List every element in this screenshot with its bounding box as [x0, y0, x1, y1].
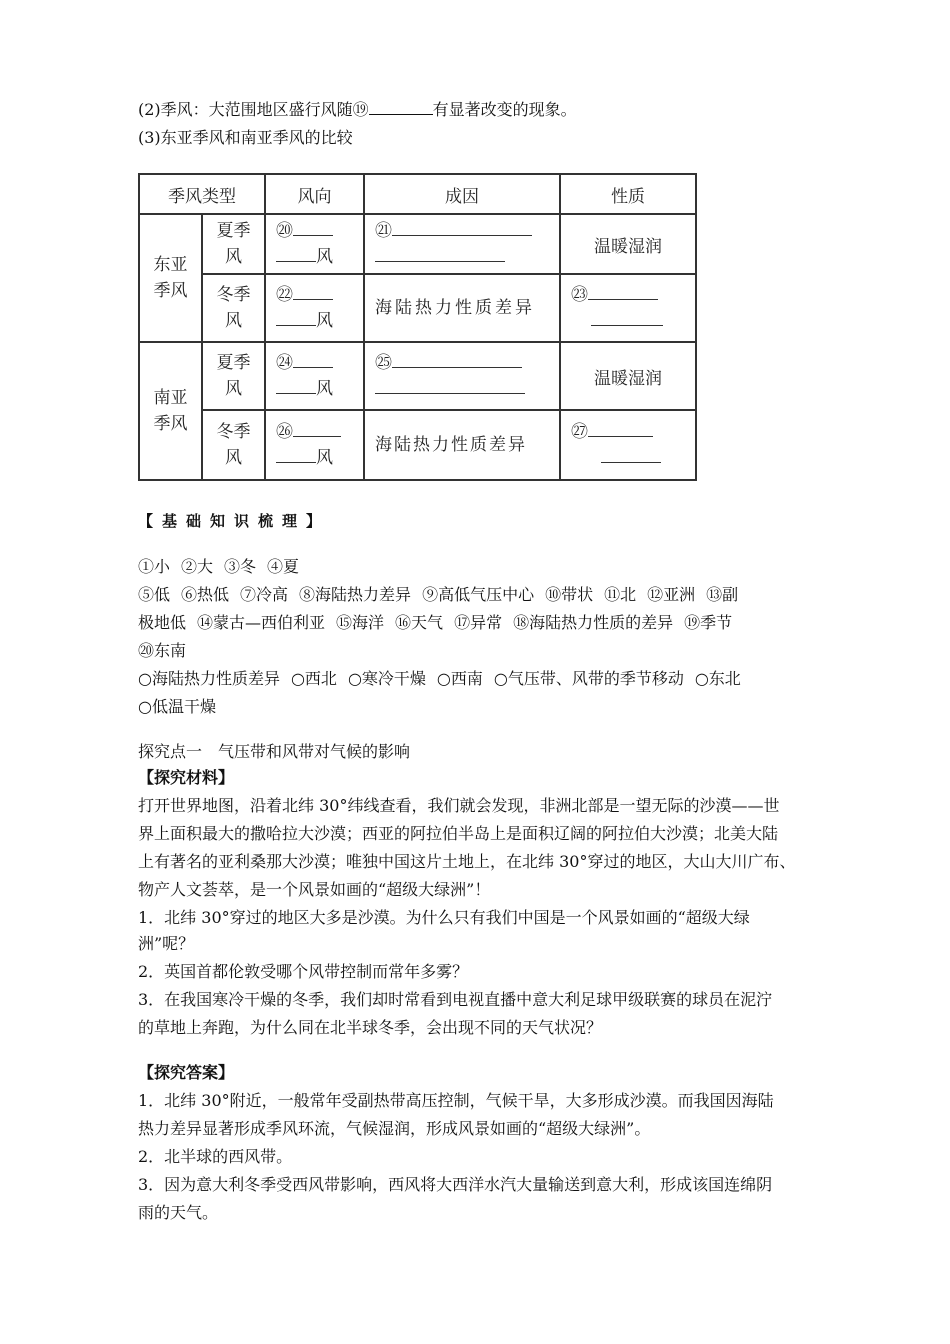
intro-line-monsoon-definition: [138, 100, 577, 120]
header-cause: 成因: [364, 174, 560, 214]
answers-row-2: ⑤低 ⑥热低 ⑦冷高 ⑧海陆热力差异 ⑨高低气压中心 ⑩带状 ⑪北 ⑫亚洲 ⑬副: [138, 585, 739, 604]
answers-row-1: ①小 ②大 ③冬 ④夏: [138, 557, 300, 576]
answer-1-line: 1．北纬 30°附近，一般常年受副热带高压控制，气候干旱，大多形成沙漠。而我国因海陆: [138, 1091, 774, 1110]
blank-20-cell[interactable]: ⑳ 风: [265, 214, 364, 274]
intro-line-comparison: (3)东亚季风和南亚季风的比较: [138, 128, 353, 147]
material-line: 上有著名的亚利桑那大沙漠；唯独中国这片土地上，在北纬 30°穿过的地区，大山大川广布、: [138, 852, 796, 871]
answer-1-line: 热力差异显著形成季风环流，气候湿润，形成风景如画的“超级大绿洲”。: [138, 1119, 651, 1138]
winter-monsoon-label: 冬季风: [202, 410, 265, 480]
answers-row-6: ○低温干燥: [138, 697, 216, 716]
blank-24-cell[interactable]: ㉔ 风: [265, 342, 364, 410]
nature-warm-humid: 温暖湿润: [560, 214, 696, 274]
material-line: 打开世界地图，沿着北纬 30°纬线查看，我们就会发现，非洲北部是一望无际的沙漠——世: [138, 796, 780, 815]
blank-21-cell[interactable]: ㉑: [364, 214, 560, 274]
blank-22-cell[interactable]: ㉒ 风: [265, 274, 364, 342]
question-2: 2．英国首都伦敦受哪个风带控制而常年多雾？: [138, 962, 469, 981]
east-asia-monsoon-label: 东亚季风: [139, 214, 202, 342]
question-3-line: 的草地上奔跑，为什么同在北半球冬季，会出现不同的天气状况？: [138, 1018, 603, 1037]
nature-warm-humid: 温暖湿润: [560, 342, 696, 410]
answer-2: 2．北半球的西风带。: [138, 1147, 293, 1166]
material-line: 界上面积最大的撒哈拉大沙漠；西亚的阿拉伯半岛上是面积辽阔的阿拉伯大沙漠；北美大陆: [138, 824, 779, 843]
summer-monsoon-label: 夏季风: [202, 214, 265, 274]
blank-27-cell[interactable]: ㉗: [560, 410, 696, 480]
answer-3-line: 3．因为意大利冬季受西风带影响，西风将大西洋水汽大量输送到意大利，形成该国连绵阴: [138, 1175, 773, 1194]
question-3-line: 3．在我国寒冷干燥的冬季，我们却时常看到电视直播中意大利足球甲级联赛的球员在泥泞: [138, 990, 773, 1009]
answers-row-3: 极地低 ⑭蒙古—西伯利亚 ⑮海洋 ⑯天气 ⑰异常 ⑱海陆热力性质的差异 ⑲季节: [138, 613, 733, 632]
question-1-line: 1．北纬 30°穿过的地区大多是沙漠。为什么只有我们中国是一个风景如画的“超级大绿: [138, 908, 750, 927]
cause-land-sea-cell: 海陆热力性质差异: [364, 274, 560, 342]
table-header-row: [139, 174, 696, 214]
header-wind-direction: 风向: [265, 174, 364, 214]
cause-land-sea-cell: 海陆热力性质差异: [364, 410, 560, 480]
blank-25-cell[interactable]: ㉕: [364, 342, 560, 410]
table-row: [139, 342, 696, 410]
winter-monsoon-label: 冬季风: [202, 274, 265, 342]
summer-monsoon-label: 夏季风: [202, 342, 265, 410]
header-nature: 性质: [560, 174, 696, 214]
basic-knowledge-heading: 【基础知识梳理】: [138, 512, 331, 530]
answers-row-4: ⑳东南: [138, 641, 187, 660]
south-asia-monsoon-label: 南亚季风: [139, 342, 202, 480]
fill-blank-19[interactable]: [369, 100, 433, 115]
table-row: [139, 410, 696, 480]
material-line: 物产人文荟萃，是一个风景如画的“超级大绿洲”！: [138, 880, 491, 899]
intro-text-after-blank: 有显著改变的现象。: [432, 100, 577, 119]
answer-3-line: 雨的天气。: [138, 1203, 219, 1222]
answer-heading: 【探究答案】: [138, 1063, 235, 1082]
monsoon-comparison-table: [138, 173, 697, 481]
intro-text-before-blank: (2)季风：大范围地区盛行风随⑲: [138, 100, 369, 119]
blank-23-cell[interactable]: ㉓: [560, 274, 696, 342]
table-row: [139, 274, 696, 342]
material-heading: 【探究材料】: [138, 768, 235, 787]
answers-row-5: ○海陆热力性质差异 ○西北 ○寒冷干燥 ○西南 ○气压带、风带的季节移动 ○东北: [138, 669, 741, 688]
header-monsoon-type: 季风类型: [139, 174, 265, 214]
blank-26-cell[interactable]: ㉖ 风: [265, 410, 364, 480]
question-1-line: 洲”呢？: [138, 934, 195, 953]
table-row: [139, 214, 696, 274]
explore-title: 探究点一 气压带和风带对气候的影响: [138, 742, 411, 761]
